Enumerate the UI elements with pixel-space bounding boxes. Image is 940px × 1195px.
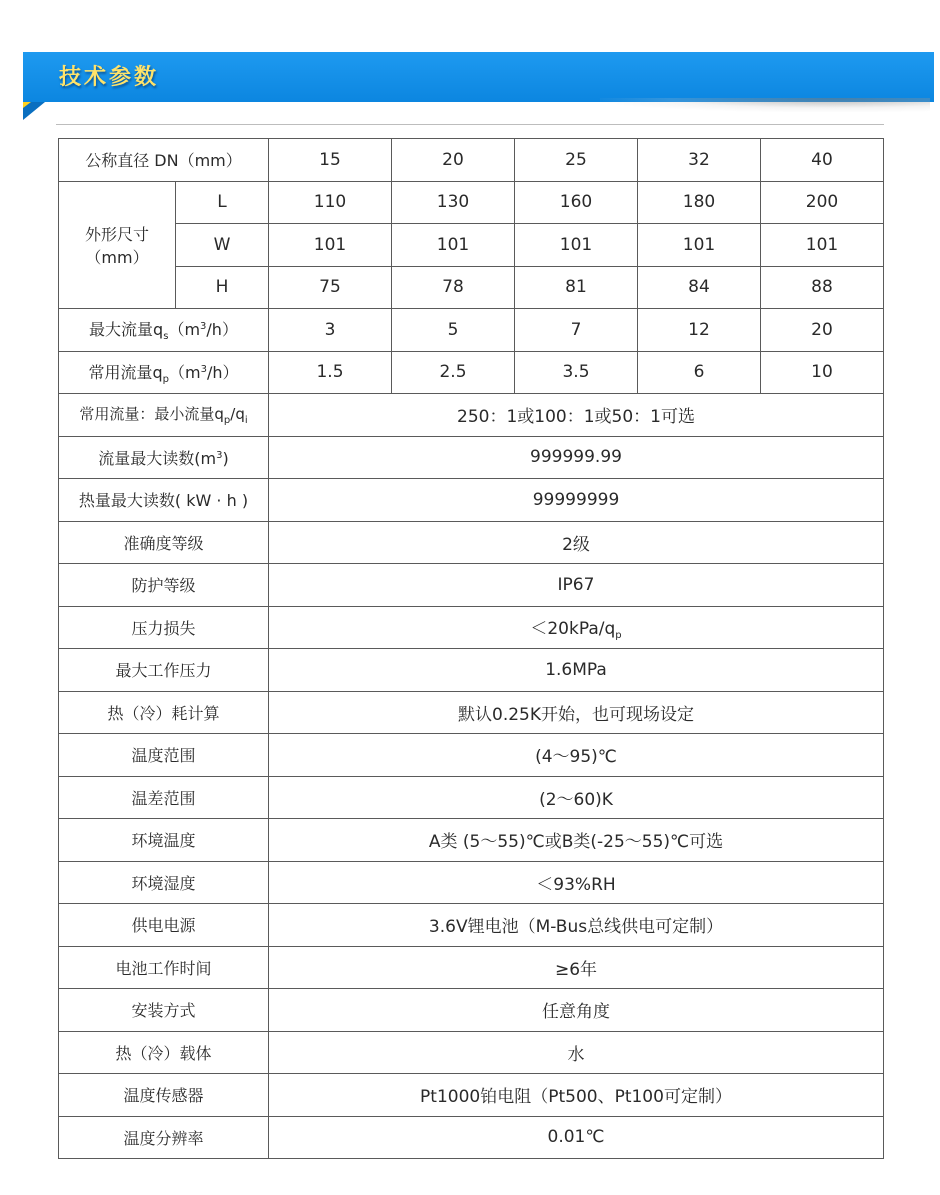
dn-value: 40 [761, 139, 884, 182]
table-row-length [59, 181, 884, 224]
common-flow-label-sub: p [162, 373, 169, 385]
dn-label: 公称直径 DN（mm） [59, 139, 269, 182]
table-row-carrier [59, 1031, 884, 1074]
flow-max-reading-value: 999999.99 [269, 436, 884, 479]
max-flow-label-sup: 3 [200, 321, 207, 333]
max-work-pressure-label: 最大工作压力 [59, 649, 269, 692]
size-label-line1: 外形尺寸 [84, 224, 149, 244]
ambient-temp-value: A类 (5～55)℃或B类(-25～55)℃可选 [269, 819, 884, 862]
table-row-protection [59, 564, 884, 607]
temp-diff-range-label: 温差范围 [59, 776, 269, 819]
max-flow-value: 5 [392, 309, 515, 352]
table-row-battery-life [59, 946, 884, 989]
temp-sensor-value: Pt1000铂电阻（Pt500、Pt100可定制） [269, 1074, 884, 1117]
dn-value: 32 [638, 139, 761, 182]
length-value: 180 [638, 181, 761, 224]
height-value: 84 [638, 266, 761, 309]
common-flow-label-unit-a: （m [169, 362, 201, 382]
common-flow-label-unit-b: /h） [206, 362, 239, 382]
ambient-humidity-value: ＜93%RH [269, 861, 884, 904]
size-label-line2: （mm） [85, 247, 149, 267]
installation-label: 安装方式 [59, 989, 269, 1032]
max-flow-value: 20 [761, 309, 884, 352]
accuracy-value: 2级 [269, 521, 884, 564]
consumption-calc-value: 默认0.25K开始，也可现场设定 [269, 691, 884, 734]
flow-max-reading-label-sup: 3 [216, 449, 223, 461]
ambient-humidity-label: 环境湿度 [59, 861, 269, 904]
length-value: 110 [269, 181, 392, 224]
max-flow-label-unit-b: /h） [206, 320, 238, 340]
table-row-flow-max-reading [59, 436, 884, 479]
table-row-max-flow [59, 309, 884, 352]
ambient-temp-label: 环境温度 [59, 819, 269, 862]
table-row-temp-sensor [59, 1074, 884, 1117]
flow-ratio-value: 250：1或100：1或50：1可选 [269, 394, 884, 437]
max-flow-label-sub: s [163, 331, 169, 343]
table-row-common-flow [59, 351, 884, 394]
width-label: W [176, 224, 269, 267]
max-flow-label [59, 309, 269, 352]
max-flow-value: 12 [638, 309, 761, 352]
table-row-accuracy [59, 521, 884, 564]
flow-max-reading-label-a: 流量最大读数(m [98, 448, 217, 468]
length-label: L [176, 181, 269, 224]
banner-corner-accent [23, 102, 31, 108]
protection-value: IP67 [269, 564, 884, 607]
table-row-max-work-pressure [59, 649, 884, 692]
common-flow-value: 6 [638, 351, 761, 394]
max-flow-value: 7 [515, 309, 638, 352]
flow-ratio-label-mid: /q [230, 405, 245, 424]
temp-resolution-label: 温度分辨率 [59, 1116, 269, 1159]
table-row-temp-resolution [59, 1116, 884, 1159]
max-flow-value: 3 [269, 309, 392, 352]
temp-resolution-value: 0.01℃ [269, 1116, 884, 1159]
common-flow-label-prefix: 常用流量q [88, 362, 163, 382]
common-flow-label [59, 351, 269, 394]
table-row-installation [59, 989, 884, 1032]
height-value: 81 [515, 266, 638, 309]
flow-max-reading-label-b: ) [222, 448, 229, 468]
divider-line [56, 124, 884, 125]
max-work-pressure-value: 1.6MPa [269, 649, 884, 692]
installation-value: 任意角度 [269, 989, 884, 1032]
height-value: 78 [392, 266, 515, 309]
protection-label: 防护等级 [59, 564, 269, 607]
height-value: 88 [761, 266, 884, 309]
table-row-dn [59, 139, 884, 182]
pressure-loss-value [269, 606, 884, 649]
flow-ratio-label-sub2: i [244, 415, 248, 427]
dn-value: 15 [269, 139, 392, 182]
heat-max-reading-label: 热量最大读数( kW · h ) [59, 479, 269, 522]
battery-life-value: ≥6年 [269, 946, 884, 989]
table-row-flow-ratio [59, 394, 884, 437]
table-row-heat-max-reading [59, 479, 884, 522]
temp-range-value: (4～95)℃ [269, 734, 884, 777]
width-value: 101 [638, 224, 761, 267]
width-value: 101 [515, 224, 638, 267]
power-supply-label: 供电电源 [59, 904, 269, 947]
power-supply-value: 3.6V锂电池（M-Bus总线供电可定制） [269, 904, 884, 947]
temp-range-label: 温度范围 [59, 734, 269, 777]
pressure-loss-value-sub: p [615, 629, 622, 641]
table-row-temp-range [59, 734, 884, 777]
length-value: 200 [761, 181, 884, 224]
common-flow-value: 10 [761, 351, 884, 394]
banner-shadow [600, 98, 930, 112]
heat-max-reading-value: 99999999 [269, 479, 884, 522]
pressure-loss-label: 压力损失 [59, 606, 269, 649]
accuracy-label: 准确度等级 [59, 521, 269, 564]
table-row-pressure-loss [59, 606, 884, 649]
table-row-consumption-calc [59, 691, 884, 734]
table-row-height [59, 266, 884, 309]
flow-ratio-label-sub1: p [223, 415, 231, 427]
width-value: 101 [761, 224, 884, 267]
height-label: H [176, 266, 269, 309]
max-flow-label-prefix: 最大流量q [89, 320, 164, 340]
section-banner [23, 52, 934, 102]
dn-value: 20 [392, 139, 515, 182]
flow-ratio-label [59, 394, 269, 437]
common-flow-value: 1.5 [269, 351, 392, 394]
pressure-loss-value-main: ＜20kPa/q [530, 618, 616, 639]
table-row-temp-diff-range [59, 776, 884, 819]
size-label [59, 181, 176, 309]
section-title: 技术参数 [59, 65, 160, 90]
consumption-calc-label: 热（冷）耗计算 [59, 691, 269, 734]
common-flow-label-sup: 3 [200, 363, 207, 375]
table-row-ambient-temp [59, 819, 884, 862]
height-value: 75 [269, 266, 392, 309]
spec-table [58, 138, 884, 1159]
common-flow-value: 3.5 [515, 351, 638, 394]
length-value: 160 [515, 181, 638, 224]
max-flow-label-unit-a: （m [168, 320, 201, 340]
length-value: 130 [392, 181, 515, 224]
flow-max-reading-label [59, 436, 269, 479]
width-value: 101 [392, 224, 515, 267]
temp-sensor-label: 温度传感器 [59, 1074, 269, 1117]
table-row-width [59, 224, 884, 267]
width-value: 101 [269, 224, 392, 267]
carrier-label: 热（冷）载体 [59, 1031, 269, 1074]
table-row-power-supply [59, 904, 884, 947]
carrier-value: 水 [269, 1031, 884, 1074]
dn-value: 25 [515, 139, 638, 182]
battery-life-label: 电池工作时间 [59, 946, 269, 989]
common-flow-value: 2.5 [392, 351, 515, 394]
table-row-ambient-humidity [59, 861, 884, 904]
temp-diff-range-value: (2～60)K [269, 776, 884, 819]
flow-ratio-label-prefix: 常用流量：最小流量q [79, 405, 224, 424]
